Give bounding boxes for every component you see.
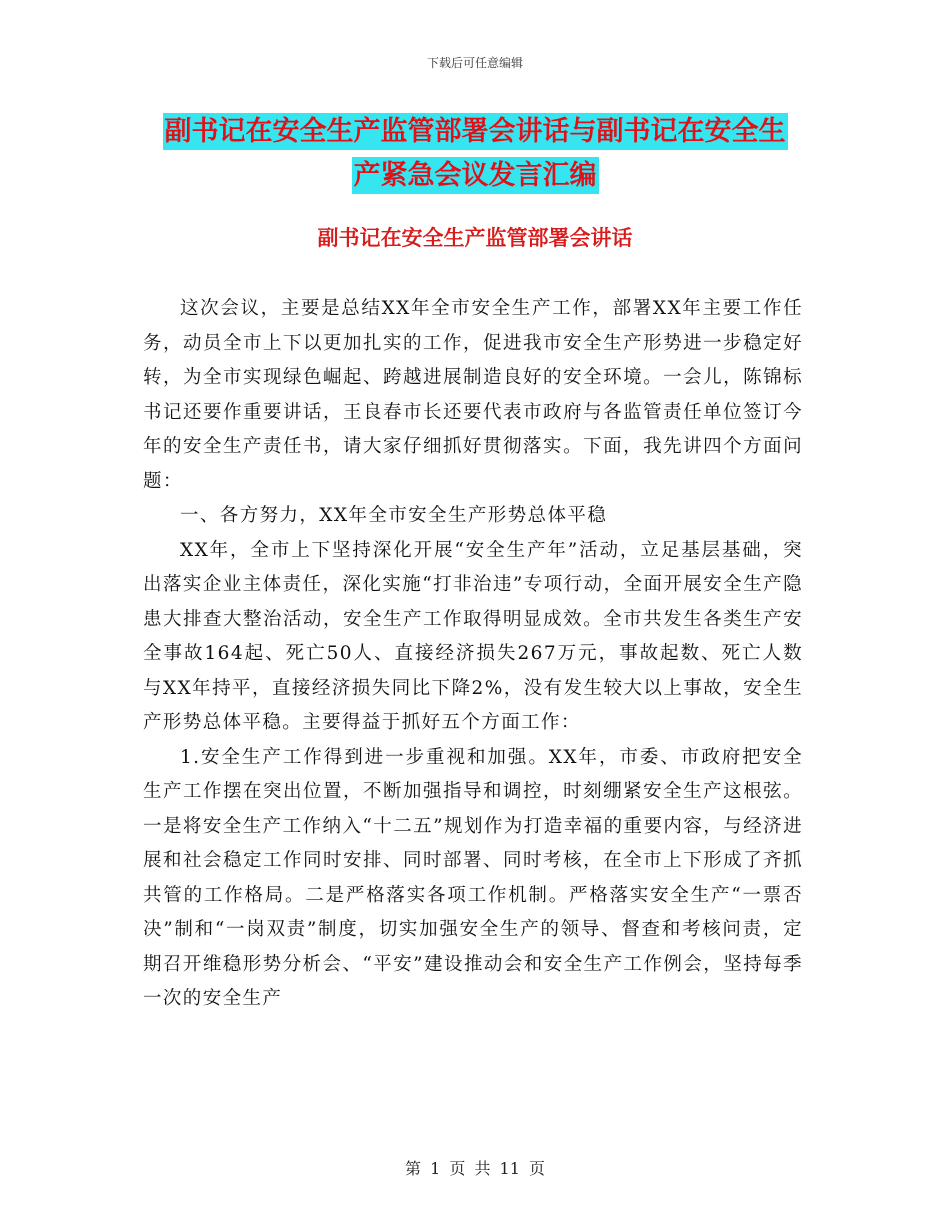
- page-footer: 第 1 页 共 11 页: [405, 1159, 545, 1178]
- document-title-line-2: 产紧急会议发言汇编: [352, 157, 599, 194]
- document-title: [150, 110, 800, 198]
- header-note: 下载后可任意编辑: [426, 56, 523, 70]
- paragraph-intro: 这次会议，主要是总结XX年全市安全生产工作，部署XX年主要工作任务，动员全市上下以更加扎实的工作，促进我市安全生产形势进一步稳定好转，为全市实现绿色崛起、跨越进展制造良好的安全环境。一会儿，陈锦标书记还要作重要讲话，王良春市长还要代表市政府与各监管责任单位签订今年的安全生产责任书，请大家仔细抓好贯彻落实。下面，我先讲四个方面问题：: [143, 298, 803, 492]
- section-title: 副书记在安全生产监管部署会讲话: [317, 226, 633, 250]
- document-title-line-1: 副书记在安全生产监管部署会讲话与副书记在安全生: [163, 113, 788, 150]
- paragraph-heading-1: 一、各方努力，XX年全市安全生产形势总体平稳: [180, 505, 608, 526]
- paragraph-summary: XX年，全市上下坚持深化开展“安全生产年”活动，立足基层基础，突出落实企业主体责任，深化实施“打非治违”专项行动，全面开展安全生产隐患大排查大整治活动，安全生产工作取得明显成效。全市共发生各类生产安全事故164起、死亡50人、直接经济损失267万元，事故起数、死亡人数与XX年持平，直接经济损失同比下降2%，没有发生较大以上事故，安全生产形势总体平稳。主要得益于抓好五个方面工作：: [143, 539, 803, 733]
- paragraph-point-1: 1.安全生产工作得到进一步重视和加强。XX年，市委、市政府把安全生产工作摆在突出位置，不断加强指导和调控，时刻绷紧安全生产这根弦。一是将安全生产工作纳入“十二五”规划作为打造幸福的重要内容，与经济进展和社会稳定工作同时安排、同时部署、同时考核，在全市上下形成了齐抓共管的工作格局。二是严格落实各项工作机制。严格落实安全生产“一票否决”制和“一岗双责”制度，切实加强安全生产的领导、督查和考核问责，定期召开维稳形势分析会、“平安”建设推动会和安全生产工作例会，坚持每季一次的安全生产: [143, 746, 803, 1009]
- body-text: [143, 292, 803, 1017]
